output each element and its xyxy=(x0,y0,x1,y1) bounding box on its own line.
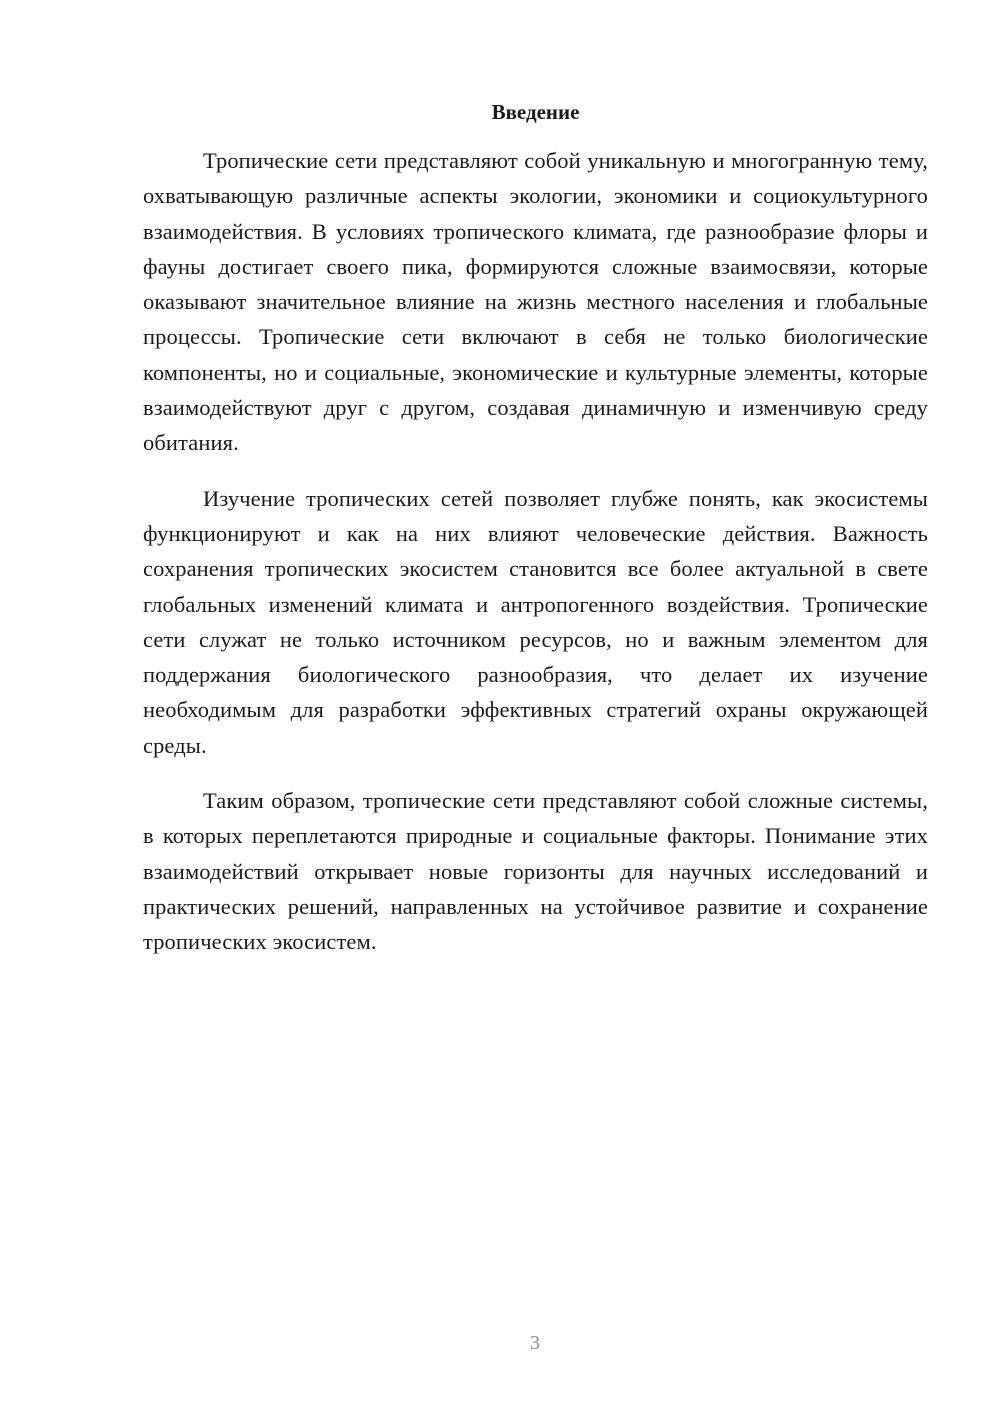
body-text xyxy=(143,143,928,980)
paragraph-1: Тропические сети представляют собой уникальную и многогранную тему, охватывающую различные аспекты экологии, экономики и социокультурного взаимодействия. В условиях тропического климата, где разнообразие флоры и фауны достигает своего пика, формируются сложные взаимосвязи, которые оказывают значительное влияние на жизнь местного населения и глобальные процессы. Тропические сети включают в себя не только биологические компоненты, но и социальные, экономические и культурные элементы, которые взаимодействуют друг с другом, создавая динамичную и изменчивую среду обитания. xyxy=(143,148,928,456)
page-number: 3 xyxy=(530,1332,540,1354)
section-title: Введение xyxy=(491,100,580,124)
paragraph-2: Изучение тропических сетей позволяет глубже понять, как экосистемы функционируют и как на них влияют человеческие действия. Важность сохранения тропических экосистем становится все более актуальной в свете глобальных изменений климата и антропогенного воздействия. Тропические сети служат не только источником ресурсов, но и важным элементом для поддержания биологического разнообразия, что делает их изучение необходимым для разработки эффективных стратегий охраны окружающей среды. xyxy=(143,485,928,758)
paragraph-3: Таким образом, тропические сети представляют собой сложные системы, в которых переплетаются природные и социальные факторы. Понимание этих взаимодействий открывает новые горизонты для научных исследований и практических решений, направленных на устойчивое развитие и сохранение тропических экосистем. xyxy=(143,788,928,955)
